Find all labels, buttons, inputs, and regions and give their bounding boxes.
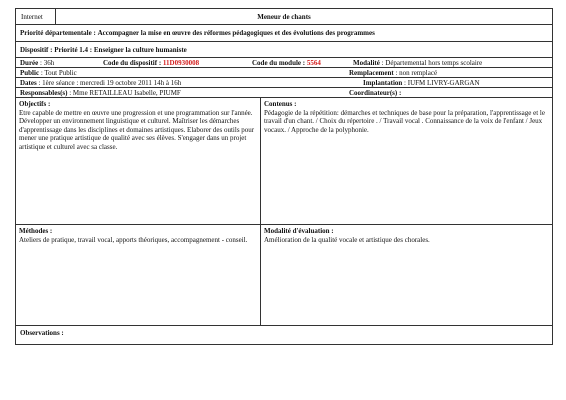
coordinateur-label: Coordinateur(s) : [349, 88, 402, 97]
dates-value: : 1ère séance : mercredi 19 octobre 2011 14h à 16h [38, 78, 182, 87]
page-title: Meneur de chants [257, 12, 311, 21]
objectifs-cell [16, 98, 261, 224]
observations-row [16, 326, 552, 344]
duree-label: Durée [20, 58, 39, 67]
evaluation-label: Modalité d'évaluation : [264, 227, 334, 235]
modalite-field [353, 59, 482, 67]
remplacement-field [349, 69, 437, 77]
objectifs-contenus-row [16, 98, 552, 225]
source-tag: Internet [16, 9, 56, 24]
objectifs-text: Etre capable de mettre en œuvre une progression et une programmation sur l'année. Développer un environnement linguistique et culturel. Maîtriser les démarches d'apprentissage dans les disciplines et domaines artistiques. Elaborer des outils pour mener une pratique artistique de qualité avec ses élèves. S'engager dans un projet artistique et culturel avec sa classe. [19, 108, 255, 151]
duree-field [20, 59, 54, 67]
methodes-text: Ateliers de pratique, travail vocal, apports théoriques, accompagnement - conseil. [19, 235, 248, 244]
code-module-value: 5564 [306, 58, 321, 67]
remplacement-value: : non remplacé [395, 68, 438, 77]
modalite-label: Modalité [353, 58, 380, 67]
code-dispositif-label: Code du dispositif : [103, 58, 162, 67]
contenus-cell [261, 98, 552, 224]
header-row [16, 9, 552, 25]
responsables-field [20, 89, 181, 97]
dates-label: Dates [20, 78, 37, 87]
coordinateur-field [349, 89, 401, 97]
code-module-label: Code du module : [252, 58, 306, 67]
observations-label: Observations : [20, 329, 64, 337]
priorite-label: Priorité départementale : [20, 29, 96, 37]
implantation-value: : IUFM LIVRY-GARGAN [404, 78, 480, 87]
duree-row [16, 58, 552, 68]
contenus-text: Pédagogie de la répétition: démarches et techniques de base pour la préparation, l'apprentissage et le travail d'un chant. / Choix du répertoire . / Travail vocal . Connaissance de la voix de l'enfant / Jeux vocaux. / Approche de la polyphonie. [264, 108, 545, 134]
priorite-value: Accompagner la mise en œuvre des réformes pédagogiques et des évolutions des programmes [97, 29, 375, 37]
priorite-row [16, 25, 552, 42]
dates-row [16, 78, 552, 88]
dispositif-value: Priorité 1.4 : Enseigner la culture humaniste [54, 45, 187, 54]
public-field [20, 69, 77, 77]
implantation-field [363, 79, 480, 87]
contenus-label: Contenus : [264, 100, 297, 108]
methodes-evaluation-row [16, 225, 552, 326]
public-label: Public [20, 68, 40, 77]
modalite-value: : Départemental hors temps scolaire [381, 58, 483, 67]
dispositif-row [16, 42, 552, 58]
code-dispositif-value: 11D0930008 [162, 58, 200, 67]
implantation-label: Implantation [363, 78, 403, 87]
responsables-row [16, 88, 552, 98]
dates-field [20, 79, 181, 87]
responsables-value: : Mme RETAILLEAU Isabelle, PIUMF [69, 88, 181, 97]
methodes-label: Méthodes : [19, 227, 53, 235]
duree-value: : 36h [40, 58, 55, 67]
public-row [16, 68, 552, 78]
dispositif-label: Dispositif : [20, 45, 53, 54]
fiche-formation [15, 8, 553, 345]
public-value: : Tout Public [40, 68, 77, 77]
code-module-field [252, 59, 321, 67]
methodes-cell [16, 225, 261, 325]
code-dispositif-field [103, 59, 199, 67]
evaluation-cell [261, 225, 552, 325]
objectifs-label: Objectifs : [19, 100, 51, 108]
responsables-label: Responsables(s) [20, 88, 68, 97]
remplacement-label: Remplacement [349, 68, 394, 77]
evaluation-text: Amélioration de la qualité vocale et artistique des chorales. [264, 235, 430, 244]
